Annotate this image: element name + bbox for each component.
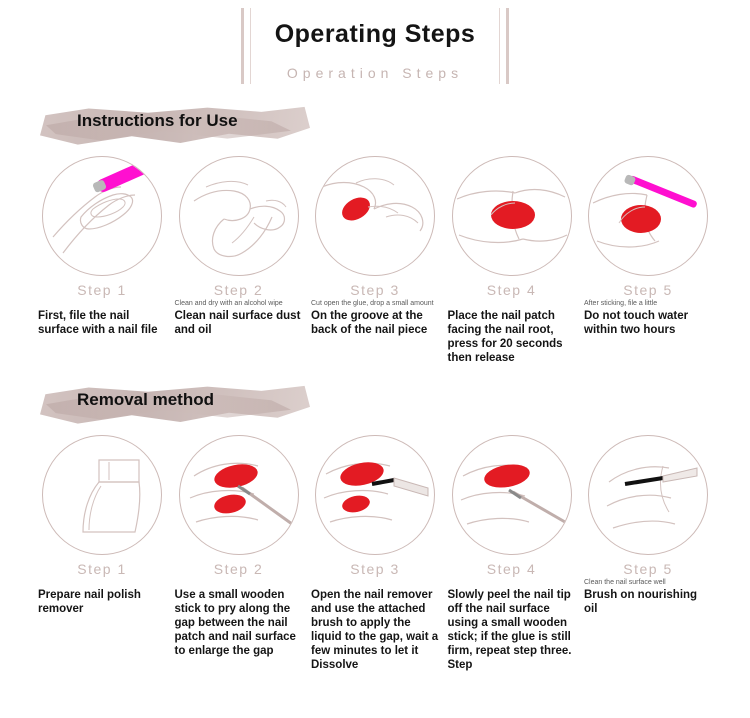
step-micro-note (175, 578, 303, 587)
step-label: Step 5 (623, 561, 673, 577)
step-label: Step 5 (623, 282, 673, 298)
step-description: Place the nail patch facing the nail root, press for 20 seconds then release (447, 310, 563, 364)
step-description: Open the nail remover and use the attached brush to apply the liquid to the gap, wait a few minutes to let it (311, 589, 439, 657)
step-label: Step 4 (486, 282, 537, 298)
step-item (447, 435, 576, 671)
step-illustration (588, 435, 708, 555)
step-description: Clean nail surface dust and oil (174, 310, 301, 336)
section-banner-instructions (40, 100, 750, 156)
steps-row-instructions (0, 156, 750, 365)
page-title: Operating Steps (274, 19, 476, 48)
step-illustration (315, 156, 435, 276)
step-illustration (42, 156, 162, 276)
fingertip-with-file-icon (42, 156, 162, 276)
step-label: Step 3 (350, 561, 400, 577)
step-overlap-note: Step (447, 659, 473, 671)
step-micro-note (448, 299, 576, 308)
nourishing-oil-brush-icon (588, 435, 708, 555)
step-illustration (588, 156, 708, 276)
step-description: On the groove at the back of the nail piece (311, 310, 428, 336)
step-illustration (452, 156, 572, 276)
step-description: Do not touch water within two hours (584, 310, 689, 336)
step-item (584, 435, 712, 658)
step-label: Step 1 (77, 561, 127, 577)
step-description: First, file the nail surface with a nail file (38, 310, 158, 336)
step-illustration (179, 156, 299, 276)
step-micro-note: After sticking, file a little (584, 300, 658, 307)
peel-nail-tip-icon (452, 435, 572, 555)
step-item (584, 156, 712, 365)
brush-apply-remover-icon (315, 435, 435, 555)
step-label: Step 4 (486, 561, 537, 577)
header-divider-left (241, 8, 244, 84)
step-overlap-note: Dissolve (311, 659, 359, 671)
wipe-cloth-icon (179, 156, 299, 276)
step-item (38, 156, 166, 365)
step-micro-note (38, 578, 166, 587)
header-divider-right-thin (499, 8, 500, 84)
file-finished-nail-icon (588, 156, 708, 276)
press-patch-on-nail-icon (452, 156, 572, 276)
step-description: Use a small wooden stick to pry along the gap between the nail patch and nail surface to enlarge the gap (174, 589, 296, 657)
step-description: Slowly peel the nail tip off the nail surface using a small wooden stick; if the glue is still firm, repeat step three. (447, 589, 572, 657)
step-item (38, 435, 166, 658)
step-item (175, 435, 303, 658)
step-label: Step 3 (350, 282, 400, 298)
step-item (311, 156, 439, 365)
step-micro-note: Clean and dry with an alcohol wipe (174, 300, 283, 307)
step-illustration (42, 435, 162, 555)
step-illustration (315, 435, 435, 555)
section-title-instructions: Instructions for Use (77, 111, 238, 130)
header-divider-right (506, 8, 509, 84)
step-micro-note (448, 578, 576, 587)
glue-drop-on-patch-icon (315, 156, 435, 276)
header-divider-left-thin (250, 8, 251, 84)
step-label: Step 1 (77, 282, 127, 298)
step-micro-note (311, 578, 439, 587)
remover-bottle-icon (42, 435, 162, 555)
page-header (0, 0, 750, 100)
wooden-stick-pry-icon (179, 435, 299, 555)
step-illustration (179, 435, 299, 555)
step-label: Step 2 (213, 561, 264, 577)
step-item (311, 435, 439, 671)
page-subtitle: Operation Steps (286, 64, 464, 81)
steps-row-removal (0, 435, 750, 671)
section-title-removal: Removal method (77, 390, 214, 409)
step-item (448, 156, 576, 365)
step-description: Brush on nourishing oil (584, 589, 698, 615)
step-item (175, 156, 303, 365)
section-banner-removal (40, 379, 750, 435)
step-micro-note: Cut open the glue, drop a small amount (311, 300, 434, 307)
step-label: Step 2 (213, 282, 264, 298)
step-illustration (452, 435, 572, 555)
step-micro-note (38, 299, 166, 308)
step-micro-note: Clean the nail surface well (584, 579, 666, 586)
step-description: Prepare nail polish remover (38, 589, 141, 615)
